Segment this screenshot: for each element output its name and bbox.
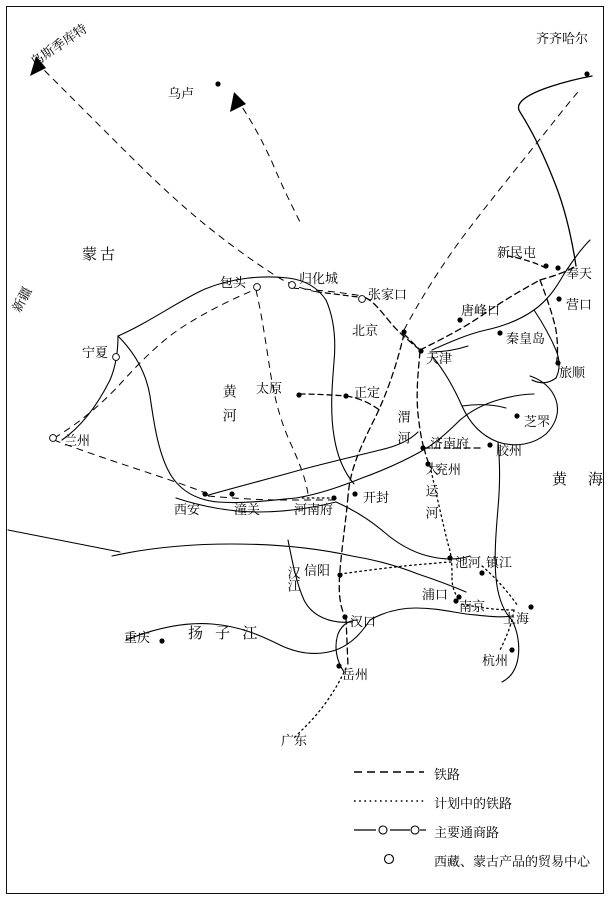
city-label-yanzhou: 兖州 (435, 462, 462, 477)
city-label-qiqihar: 齐齐哈尔 (536, 31, 589, 46)
city-label-yuezhou: 岳州 (342, 667, 369, 682)
city-label-hankou: 汉口 (350, 614, 377, 629)
legend-row-railway (350, 762, 580, 791)
city-label-zhengding: 正定 (354, 385, 381, 400)
circle-dash-line-icon (350, 820, 428, 840)
region-label-yangtze: 扬 子 江 (188, 625, 262, 642)
river-label-grand-canal: 大运河 (423, 462, 439, 528)
city-label-yingkou: 营口 (566, 297, 593, 312)
city-label-hangzhou: 杭州 (482, 653, 509, 668)
legend-row-trade-center (350, 849, 591, 878)
city-label-henanfu: 河南府 (294, 502, 334, 517)
city-label-zhangjiakou: 张家口 (368, 287, 408, 302)
dotted-line-icon (350, 791, 428, 811)
city-label-tianjin: 天津 (426, 351, 453, 366)
city-label-tongguan: 潼关 (234, 502, 261, 517)
city-label-ningxia: 宁夏 (82, 345, 109, 360)
city-label-guangdong: 广东 (281, 733, 308, 748)
city-label-nanjing: 南京 (459, 599, 486, 614)
region-label-xinjiang: 新疆 (9, 284, 35, 315)
legend (350, 762, 591, 878)
city-label-zhifu: 芝罘 (524, 414, 551, 429)
city-label-qinhuangdao: 秦皇岛 (506, 331, 546, 346)
river-label-huanghe: 黄河 (221, 384, 238, 432)
city-label-xinmintun: 新民屯 (497, 245, 537, 260)
city-label-fengtian: 奉天 (566, 266, 593, 281)
city-label-taiyuan: 太原 (256, 381, 283, 396)
legend-row-trade-route (350, 820, 580, 849)
city-label-baotou: 包头 (220, 275, 247, 290)
city-label-wulu: 乌卢 (168, 86, 195, 101)
city-label-chongqing: 重庆 (124, 630, 151, 645)
city-label-xinyang: 信阳 (304, 563, 331, 578)
region-label-mongolia: 蒙古 (82, 246, 119, 263)
city-label-tangfengkou: 唐峰口 (461, 303, 501, 318)
city-label-kaifeng: 开封 (363, 490, 390, 505)
city-label-ust-kut: 乌斯季库特 (27, 20, 90, 70)
dashed-line-icon (350, 762, 428, 782)
legend-label-railway: 铁路 (434, 767, 461, 782)
city-label-pukou: 浦口 (422, 587, 449, 602)
city-label-lanzhou: 兰州 (64, 433, 91, 448)
city-label-shanghai: 上海 (503, 611, 530, 626)
city-label-xian: 西安 (174, 502, 201, 517)
city-label-zhenjiang: 镇江 (486, 555, 513, 570)
river-label-hanjiang: 汉江 (285, 566, 301, 592)
city-label-chihe: 池河 (455, 555, 482, 570)
city-label-lushun: 旅顺 (559, 365, 586, 380)
open-circle-icon (350, 849, 428, 869)
region-label-yellow-sea: 黄 海 (552, 471, 607, 488)
legend-row-planned-railway (350, 791, 580, 820)
city-label-jiaozhou: 胶州 (496, 443, 523, 458)
legend-label-planned-railway: 计划中的铁路 (434, 796, 513, 811)
city-label-beijing: 北京 (352, 323, 379, 338)
city-label-guihuacheng: 归化城 (299, 271, 339, 286)
legend-label-trade-route: 主要通商路 (434, 825, 500, 840)
legend-label-trade-center: 西藏、蒙古产品的贸易中心 (434, 854, 591, 869)
city-label-jinanfu: 济南府 (430, 436, 470, 451)
river-label-weihe: 渭河 (395, 410, 411, 452)
